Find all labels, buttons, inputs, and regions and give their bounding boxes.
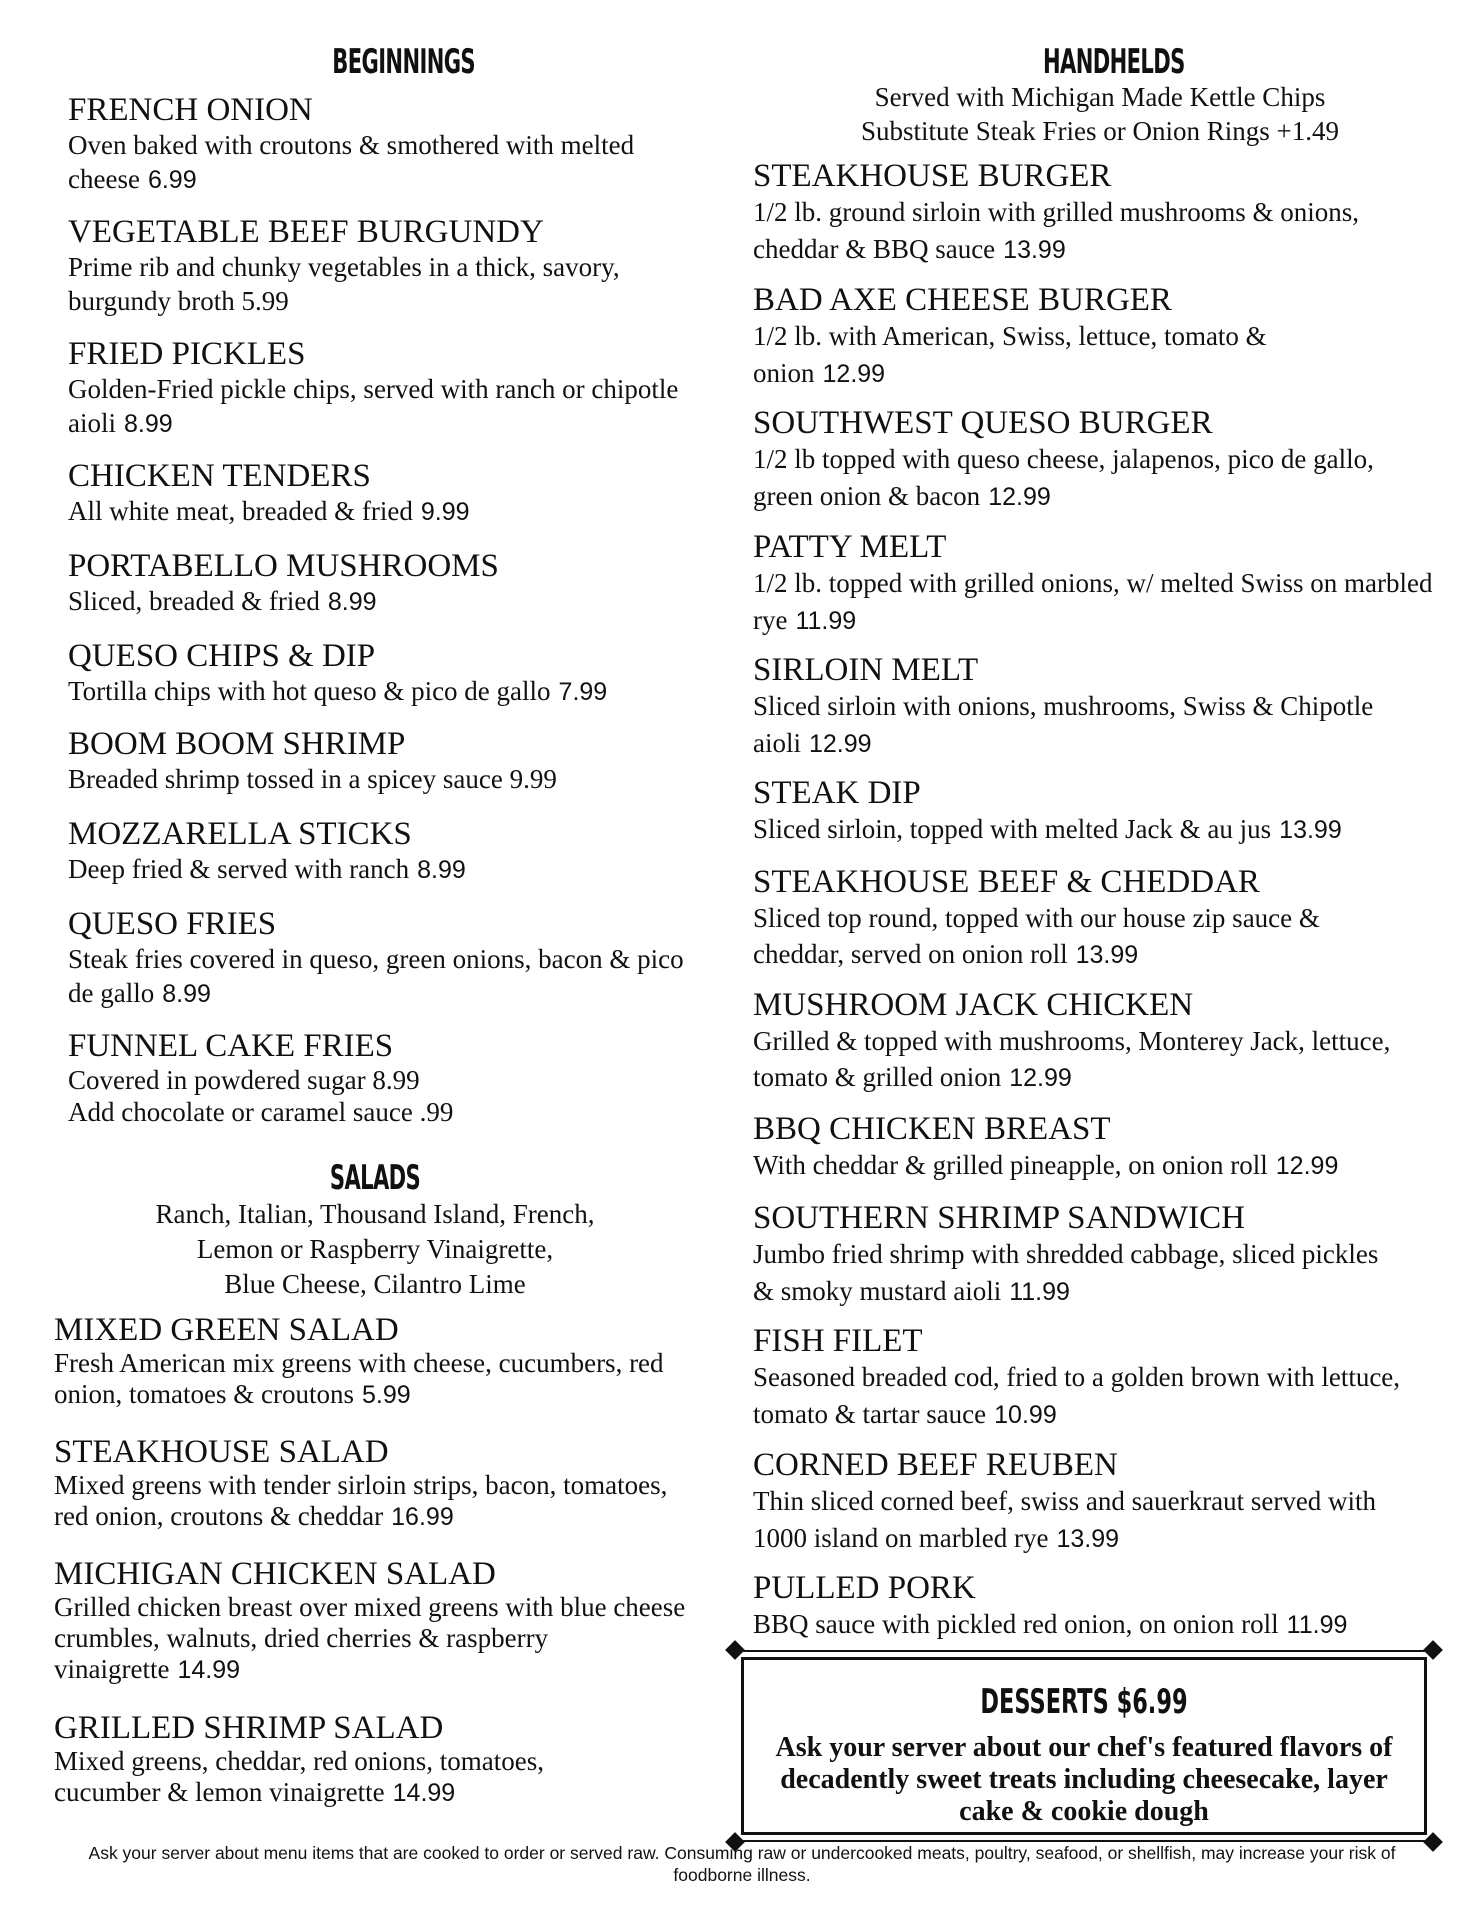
handhelds-note-2: Substitute Steak Fries or Onion Rings +1.49 — [861, 116, 1339, 146]
item-desc: BBQ sauce with pickled red onion, on onion roll 11.99 — [753, 1609, 1348, 1639]
item-desc: Tortilla chips with hot queso & pico de gallo 7.99 — [68, 676, 608, 706]
item-price: 10.99 — [994, 1401, 1057, 1429]
item-desc: Sliced sirloin, topped with melted Jack & au jus 13.99 — [753, 814, 1342, 844]
item-name: STEAK DIP — [753, 775, 921, 811]
item-price: 7.99 — [558, 678, 608, 706]
desserts-description: Ask your server about our chef's featured flavors of decadently sweet treats including cheesecake, layer cake & cookie dough — [775, 1732, 1393, 1827]
item-desc: Breaded shrimp tossed in a spicey sauce 9.99 — [68, 764, 557, 794]
item-price: 13.99 — [1003, 236, 1066, 264]
item-name: MUSHROOM JACK CHICKEN — [753, 987, 1194, 1023]
item-desc: Mixed greens, cheddar, red onions, tomatoes, cucumber & lemon vinaigrette 14.99 — [54, 1746, 545, 1807]
item-name: STEAKHOUSE SALAD — [54, 1434, 389, 1470]
item-desc: Sliced, breaded & fried 8.99 — [68, 586, 377, 616]
menu-item — [753, 775, 1433, 849]
menu-item — [753, 652, 1393, 763]
item-desc: Jumbo fried shrimp with shredded cabbage, sliced pickles & smoky mustard aioli 11.99 — [753, 1239, 1379, 1306]
item-price: 14.99 — [177, 1656, 241, 1684]
item-desc: Steak fries covered in queso, green onions, bacon & pico de gallo 8.99 — [68, 944, 684, 1008]
menu-item — [753, 282, 1313, 393]
item-desc: Fresh American mix greens with cheese, cucumbers, red onion, tomatoes & croutons 5.99 — [54, 1348, 664, 1409]
item-name: VEGETABLE BEEF BURGUNDY — [68, 214, 544, 250]
item-name: STEAKHOUSE BEEF & CHEDDAR — [753, 864, 1260, 900]
item-price: 13.99 — [1056, 1525, 1119, 1553]
dressings-line-1: Ranch, Italian, Thousand Island, French, — [155, 1199, 595, 1229]
item-name: MOZZARELLA STICKS — [68, 816, 412, 852]
item-name: PULLED PORK — [753, 1570, 976, 1606]
item-price: 13.99 — [1075, 941, 1139, 969]
desserts-box — [741, 1657, 1427, 1835]
menu-item — [68, 1028, 728, 1128]
menu-item — [753, 158, 1383, 269]
item-desc: Deep fried & served with ranch 8.99 — [68, 854, 466, 884]
item-name: BAD AXE CHEESE BURGER — [753, 282, 1172, 318]
item-desc: All white meat, breaded & fried 9.99 — [68, 496, 470, 526]
menu-item — [753, 987, 1393, 1096]
item-name: SOUTHERN SHRIMP SANDWICH — [753, 1200, 1245, 1236]
item-name: QUESO CHIPS & DIP — [68, 638, 376, 674]
item-desc: Prime rib and chunky vegetables in a thick, savory, burgundy broth 5.99 — [68, 252, 620, 316]
item-price: 13.99 — [1279, 816, 1342, 844]
item-desc: 1/2 lb. ground sirloin with grilled mushrooms & onions, cheddar & BBQ sauce 13.99 — [753, 197, 1359, 264]
item-name: CORNED BEEF REUBEN — [753, 1447, 1118, 1483]
item-name: PATTY MELT — [753, 529, 947, 565]
item-price: 12.99 — [1275, 1152, 1339, 1180]
item-desc: Sliced sirloin with onions, mushrooms, Swiss & Chipotle aioli 12.99 — [753, 691, 1374, 758]
corner-ornament-icon — [1423, 1832, 1443, 1852]
menu-item — [54, 1556, 699, 1686]
menu-item — [68, 638, 728, 709]
item-desc: Mixed greens with tender sirloin strips, bacon, tomatoes, red onion, croutons & cheddar 16.99 — [54, 1470, 668, 1531]
menu-item — [753, 864, 1413, 973]
corner-ornament-icon — [725, 1640, 745, 1660]
menu-item — [54, 1434, 684, 1533]
item-name: GRILLED SHRIMP SALAD — [54, 1710, 444, 1746]
item-price: 5.99 — [361, 1381, 411, 1409]
item-name: MIXED GREEN SALAD — [54, 1312, 399, 1348]
handhelds-title: HANDHELDS — [1043, 42, 1185, 82]
item-name: FUNNEL CAKE FRIES — [68, 1028, 394, 1064]
item-name: MICHIGAN CHICKEN SALAD — [54, 1556, 496, 1592]
item-desc-addon: Add chocolate or caramel sauce .99 — [68, 1097, 454, 1127]
item-name: FISH FILET — [753, 1323, 923, 1359]
item-price: 6.99 — [147, 166, 197, 194]
item-name: BBQ CHICKEN BREAST — [753, 1111, 1111, 1147]
item-price: 12.99 — [822, 360, 886, 388]
item-name: BOOM BOOM SHRIMP — [68, 726, 406, 762]
menu-item — [68, 214, 728, 318]
menu-item — [753, 1570, 1443, 1644]
item-name: FRENCH ONION — [68, 92, 313, 128]
menu-item — [68, 906, 713, 1011]
menu-item — [68, 458, 728, 529]
item-price: 11.99 — [1009, 1278, 1070, 1306]
item-desc: With cheddar & grilled pineapple, on onion roll 12.99 — [753, 1150, 1339, 1180]
item-desc: Oven baked with croutons & smothered with melted cheese 6.99 — [68, 130, 635, 194]
item-desc: 1/2 lb topped with queso cheese, jalapenos, pico de gallo, green onion & bacon 12.99 — [753, 444, 1374, 511]
dressings-line-2: Lemon or Raspberry Vinaigrette, — [196, 1234, 554, 1264]
item-desc: Thin sliced corned beef, swiss and sauerkraut served with 1000 island on marbled rye 13.99 — [753, 1486, 1377, 1553]
menu-item — [54, 1710, 654, 1809]
menu-item — [68, 548, 728, 619]
item-price: 12.99 — [809, 730, 872, 758]
menu-item — [753, 1200, 1393, 1311]
beginnings-title: BEGINNINGS — [332, 42, 475, 82]
menu-item — [753, 1323, 1403, 1434]
menu-item — [68, 336, 688, 441]
item-desc: Sliced top round, topped with our house zip sauce & cheddar, served on onion roll 13.99 — [753, 903, 1320, 969]
item-price: 12.99 — [1009, 1064, 1072, 1092]
menu-item — [753, 405, 1393, 516]
item-desc: 1/2 lb. with American, Swiss, lettuce, tomato & onion 12.99 — [753, 321, 1267, 388]
menu-item — [753, 1447, 1413, 1558]
item-desc: Grilled chicken breast over mixed greens with blue cheese crumbles, walnuts, dried cherries & raspberry vinaigrette 14.99 — [54, 1592, 686, 1684]
item-desc: Seasoned breaded cod, fried to a golden brown with lettuce, tomato & tartar sauce 10.99 — [753, 1362, 1401, 1429]
allergy-disclaimer: Ask your server about menu items that are cooked to order or served raw. Consuming raw or undercooked meats, poultry, seafood, or shellfish, may increase your risk of foodborne illness. — [88, 1843, 1396, 1885]
item-name: QUESO FRIES — [68, 906, 277, 942]
item-desc: Golden-Fried pickle chips, served with ranch or chipotle aioli 8.99 — [68, 374, 679, 438]
dressings-line-3: Blue Cheese, Cilantro Lime — [224, 1269, 526, 1299]
item-name: SIRLOIN MELT — [753, 652, 979, 688]
menu-item — [54, 1312, 714, 1411]
menu-item — [753, 1111, 1433, 1184]
item-price: 8.99 — [327, 588, 377, 616]
item-price: 11.99 — [1286, 1611, 1348, 1639]
item-desc: 1/2 lb. topped with grilled onions, w/ melted Swiss on marbled rye 11.99 — [753, 568, 1433, 635]
menu-item — [68, 92, 728, 197]
item-name: PORTABELLO MUSHROOMS — [68, 548, 499, 584]
item-price: 16.99 — [391, 1503, 454, 1531]
item-name: FRIED PICKLES — [68, 336, 306, 372]
item-name: SOUTHWEST QUESO BURGER — [753, 405, 1213, 441]
menu-item — [753, 529, 1433, 640]
item-name: CHICKEN TENDERS — [68, 458, 371, 494]
desserts-title: DESSERTS $6.99 — [980, 1682, 1188, 1722]
item-price: 8.99 — [124, 410, 173, 438]
menu-item — [68, 816, 728, 887]
item-price: 11.99 — [795, 607, 857, 635]
item-price: 8.99 — [162, 980, 211, 1008]
item-desc: Grilled & topped with mushrooms, Monterey Jack, lettuce, tomato & grilled onion 12.99 — [753, 1026, 1391, 1092]
menu-item — [68, 726, 728, 796]
item-price: 8.99 — [417, 856, 466, 884]
item-desc: Covered in powdered sugar 8.99 — [68, 1065, 420, 1095]
salads-title: SALADS — [329, 1158, 421, 1198]
item-name: STEAKHOUSE BURGER — [753, 158, 1112, 194]
item-price: 12.99 — [988, 483, 1051, 511]
item-price: 14.99 — [392, 1779, 456, 1807]
item-price: 9.99 — [420, 498, 470, 526]
handhelds-note-1: Served with Michigan Made Kettle Chips — [874, 82, 1326, 112]
